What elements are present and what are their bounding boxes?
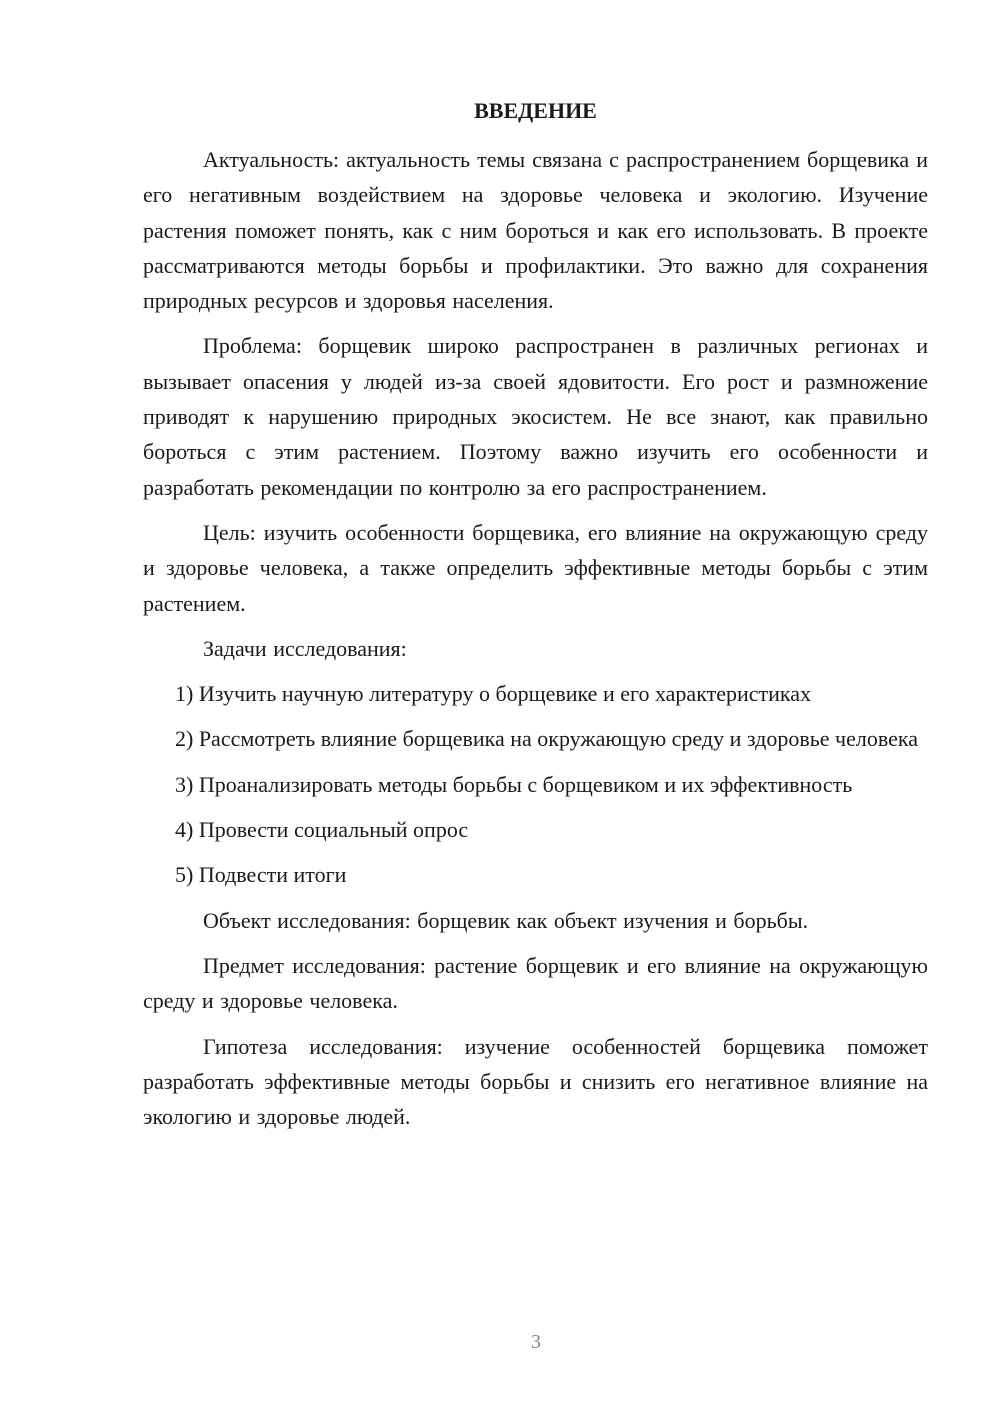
document-title: ВВЕДЕНИЕ [474, 98, 597, 123]
task-item-1: 1) Изучить научную литературу о борщевике и его характеристиках [175, 681, 812, 707]
paragraph-goal: Цель: изучить особенности борщевика, его влияние на окружающую среду и здоровье человека, а также определить эффективные методы борьбы с этим растением. [143, 519, 928, 616]
tasks-heading: Задачи исследования: [203, 635, 407, 661]
task-item-3: 3) Проанализировать методы борьбы с борщевиком и их эффективность [175, 771, 853, 797]
paragraph-problem: Проблема: борщевик широко распространен в различных регионах и вызывает опасения у людей из-за своей ядовитости. Его рост и размножение приводят к нарушению природных экосистем. Не все знают, как правильно бороться с этим растением. Поэтому важно изучить его особенности и разработать рекомендации по контролю за его распространением. [143, 333, 928, 500]
document-page [143, 93, 928, 1144]
page-number: 3 [531, 1331, 541, 1353]
task-item-5: 5) Подвести итоги [175, 862, 347, 888]
paragraph-hypothesis: Гипотеза исследования: изучение особенностей борщевика поможет разработать эффективные методы борьбы и снизить его негативное влияние на экологию и здоровье людей. [143, 1033, 928, 1130]
paragraph-object: Объект исследования: борщевик как объект изучения и борьбы. [203, 907, 809, 933]
task-item-2: 2) Рассмотреть влияние борщевика на окружающую среду и здоровье человека [175, 726, 918, 752]
paragraph-subject: Предмет исследования: растение борщевик и его влияние на окружающую среду и здоровье человека. [143, 952, 928, 1014]
paragraph-relevance: Актуальность: актуальность темы связана с распространением борщевика и его негативным воздействием на здоровье человека и экологию. Изучение растения поможет понять, как с ним бороться и как его использовать. В проекте рассматриваются методы борьбы и профилактики. Это важно для сохранения природных ресурсов и здоровья населения. [143, 147, 928, 314]
task-item-4: 4) Провести социальный опрос [175, 817, 469, 843]
